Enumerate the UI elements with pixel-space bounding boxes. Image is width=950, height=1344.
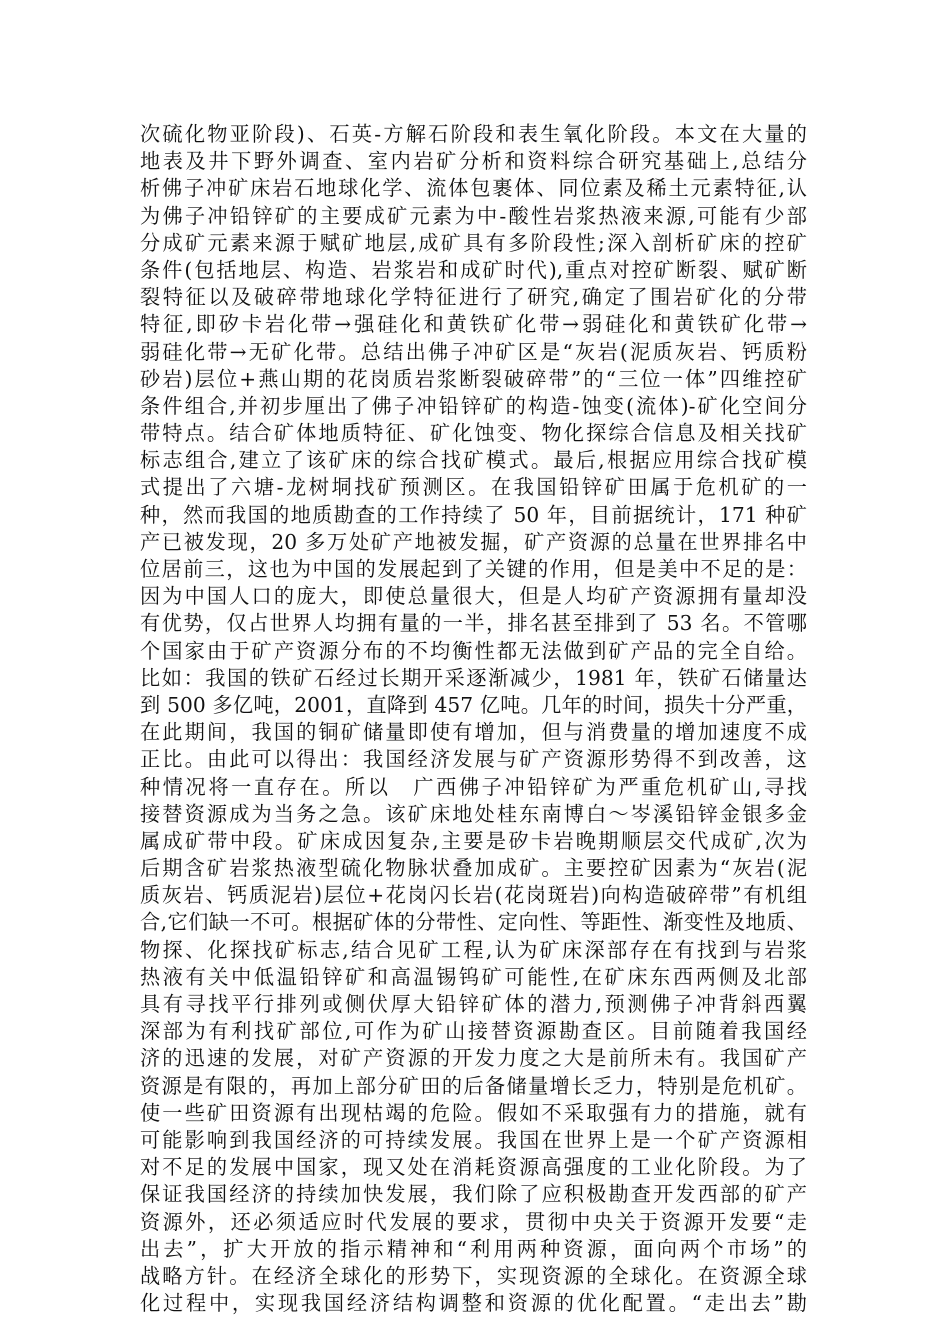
text-line: 物探、化探找矿标志,结合见矿工程,认为矿床深部存在有找到与岩浆 (140, 937, 807, 962)
text-line: 个国家由于矿产资源分布的不均衡性都无法做到矿产品的完全自给。 (140, 638, 807, 663)
text-line: 资源外，还必须适应时代发展的要求，贯彻中央关于资源开发要“走 (140, 1209, 807, 1234)
text-line: 比如：我国的铁矿石经过长期开采逐渐减少，1981 年，铁矿石储量达 (140, 665, 807, 690)
text-line: 资源是有限的，再加上部分矿田的后备储量增长乏力，特别是危机矿。 (140, 1073, 807, 1098)
text-line: 热液有关中低温铅锌矿和高温锡钨矿可能性,在矿床东西两侧及北部 (140, 964, 807, 989)
text-line: 裂特征以及破碎带地球化学特征进行了研究,确定了围岩矿化的分带 (140, 285, 807, 310)
text-line: 属成矿带中段。矿床成因复杂,主要是矽卡岩晚期顺层交代成矿,次为 (140, 828, 807, 853)
text-line: 质灰岩、钙质泥岩)层位+花岗闪长岩(花岗斑岩)向构造破碎带”有机组 (140, 883, 807, 908)
text-line: 地表及井下野外调查、室内岩矿分析和资料综合研究基础上,总结分 (140, 149, 807, 174)
text-line: 种，然而我国的地质勘查的工作持续了 50 年，目前据统计，171 种矿 (140, 502, 807, 527)
text-line: 接替资源成为当务之急。该矿床地处桂东南博白～岑溪铅锌金银多金 (140, 801, 807, 826)
text-line: 使一些矿田资源有出现枯竭的危险。假如不采取强有力的措施，就有 (140, 1100, 807, 1125)
text-line: 砂岩)层位+燕山期的花岗质岩浆断裂破碎带”的“三位一体”四维控矿 (140, 366, 807, 391)
text-line: 析佛子冲矿床岩石地球化学、流体包裹体、同位素及稀土元素特征,认 (140, 176, 807, 201)
document-body (140, 121, 807, 1317)
text-line: 对不足的发展中国家，现又处在消耗资源高强度的工业化阶段。为了 (140, 1155, 807, 1180)
text-line: 为佛子冲铅锌矿的主要成矿元素为中-酸性岩浆热液来源,可能有少部 (140, 203, 807, 228)
text-line: 战略方针。在经济全球化的形势下，实现资源的全球化。在资源全球 (140, 1263, 807, 1288)
text-line: 特征,即矽卡岩化带→强硅化和黄铁矿化带→弱硅化和黄铁矿化带→ (140, 312, 807, 337)
text-line: 后期含矿岩浆热液型硫化物脉状叠加成矿。主要控矿因素为“灰岩(泥 (140, 856, 807, 881)
text-line: 出去”，扩大开放的指示精神和“利用两种资源，面向两个市场”的 (140, 1236, 807, 1261)
text-line: 到 500 多亿吨，2001，直降到 457 亿吨。几年的时间，损失十分严重， (140, 692, 807, 717)
text-line: 济的迅速的发展，对矿产资源的开发力度之大是前所未有。我国矿产 (140, 1046, 807, 1071)
text-line: 正比。由此可以得出：我国经济发展与矿产资源形势得不到改善，这 (140, 747, 807, 772)
text-line: 深部为有利找矿部位,可作为矿山接替资源勘查区。目前随着我国经 (140, 1019, 807, 1044)
text-line: 因为中国人口的庞大，即使总量很大，但是人均矿产资源拥有量却没 (140, 584, 807, 609)
text-line: 可能影响到我国经济的可持续发展。我国在世界上是一个矿产资源相 (140, 1127, 807, 1152)
text-line: 保证我国经济的持续加快发展，我们除了应积极勘查开发西部的矿产 (140, 1182, 807, 1207)
text-line: 分成矿元素来源于赋矿地层,成矿具有多阶段性;深入剖析矿床的控矿 (140, 230, 807, 255)
text-line: 位居前三，这也为中国的发展起到了关键的作用，但是美中不足的是： (140, 557, 807, 581)
text-line: 弱硅化带→无矿化带。总结出佛子冲矿区是“灰岩(泥质灰岩、钙质粉 (140, 339, 807, 364)
text-line: 式提出了六塘-龙树垌找矿预测区。在我国铅锌矿田属于危机矿的一 (140, 475, 807, 500)
text-line: 有优势，仅占世界人均拥有量的一半，排名甚至排到了 53 名。不管哪 (140, 611, 807, 636)
text-line: 条件(包括地层、构造、岩浆岩和成矿时代),重点对控矿断裂、赋矿断 (140, 257, 807, 282)
text-line: 在此期间，我国的铜矿储量即使有增加，但与消费量的增加速度不成 (140, 720, 807, 745)
text-line: 化过程中，实现我国经济结构调整和资源的优化配置。“走出去”勘 (140, 1291, 807, 1316)
text-line: 次硫化物亚阶段)、石英-方解石阶段和表生氧化阶段。本文在大量的 (140, 122, 807, 146)
text-line: 种情况将一直存在。所以 广西佛子冲铅锌矿为严重危机矿山,寻找 (140, 774, 807, 799)
text-line: 产已被发现，20 多万处矿产地被发掘，矿产资源的总量在世界排名中 (140, 529, 807, 554)
text-line: 条件组合,并初步厘出了佛子冲铅锌矿的构造-蚀变(流体)-矿化空间分 (140, 393, 807, 418)
text-line: 标志组合,建立了该矿床的综合找矿模式。最后,根据应用综合找矿模 (140, 448, 807, 473)
text-line: 合,它们缺一不可。根据矿体的分带性、定向性、等距性、渐变性及地质、 (140, 910, 807, 935)
text-line: 具有寻找平行排列或侧伏厚大铅锌矿体的潜力,预测佛子冲背斜西翼 (140, 992, 807, 1016)
text-line: 带特点。结合矿体地质特征、矿化蚀变、物化探综合信息及相关找矿 (140, 421, 807, 446)
